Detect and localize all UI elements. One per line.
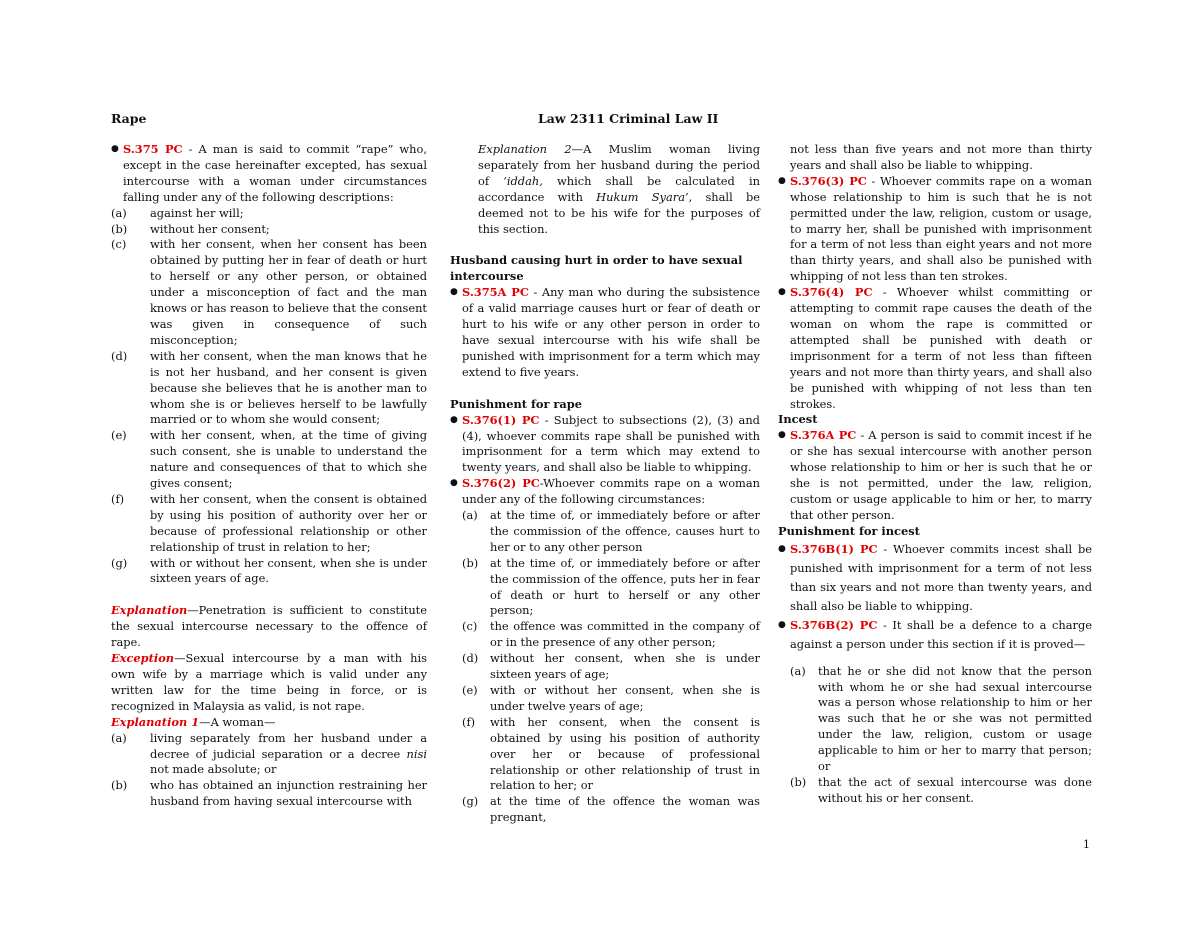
s376b2-ref: S.376B(2) PC [790,617,878,632]
s376a-paragraph: ● S.376A PC - A person is said to commit incest if he or she has sexual intercourse with another person whose relationship to him or her is such that he or she is not permitted, under the law, religion, custom or usage applicable to him or her, to marry that other person. [778,428,1092,523]
s3761-paragraph: ● S.376(1) PC - Subject to subsections (2), (3) and (4), whoever commits rape shall be punished with imprisonment for a term which may extend to twenty years, and shall also be liable to whipping. [450,413,760,477]
hurt-heading: Husband causing hurt in order to have sexual intercourse [450,253,743,284]
list-item: (g) at the time of the offence the woman was pregnant, [462,794,760,825]
list-item: (e) with her consent, when, at the time of giving such consent, she is unable to understand the nature and consequences of that to which she gives consent; [111,428,427,491]
continuation-text: not less than five years and not more than thirty years and shall also be liable to whipping. [790,142,1092,172]
s3761-ref: S.376(1) PC [462,412,540,427]
list-item: (a) against her will; [111,205,244,220]
s375-text: - A man is said to commit “rape” who, except in the case hereinafter excepted, has sexual intercourse with a woman under circumstances falling under any of the following descriptions: [123,142,428,204]
explanation-label: Explanation [111,603,188,618]
s376b2-paragraph: ● S.376B(2) PC - It shall be a defence to a charge against a person under this section if it is proved— [778,616,1092,654]
column-1 [111,142,427,810]
list-item: (d) without her consent, when she is under sixteen years of age; [462,651,760,682]
list-item: (f) with her consent, when the consent is obtained by using his position of authority over her or because of professional relationship or other relationship of trust in relation to her; or [462,714,760,793]
list-item: (c) the offence was committed in the company of or in the presence of any other person; [462,619,760,650]
s375-ref: S.375 PC [123,142,183,156]
s375-list [111,206,427,588]
list-item: (c) with her consent, when her consent has been obtained by putting her in fear of death or hurt to herself or any other person, or obtained under a misconception of fact and the man knows or has reason to believe that the consent was given in consequence of such misconception; [111,237,427,347]
s3762-ref: S.376(2) PC [462,476,540,491]
s376b1-ref: S.376B(1) PC [790,541,878,556]
explanation-1-paragraph: Explanation 1—A woman— [111,714,276,729]
s375a-ref: S.375A PC [462,285,529,300]
header-course-title: Law 2311 Criminal Law II [538,111,719,126]
explanation-paragraph: Explanation—Penetration is sufficient to constitute the sexual intercourse necessary to the offence of rape. [111,603,427,650]
list-item: (b) that the act of sexual intercourse was done without his or her consent. [790,775,1092,805]
s375a-paragraph: ● S.375A PC - Any man who during the subsistence of a valid marriage causes hurt or fear of death or hurt to his wife or any other person in order to have sexual intercourse with his wife shall be punished with imprisonment for a term which may extend to five years. [450,285,760,380]
punishment-rape-heading: Punishment for rape [450,396,583,411]
s3764-ref: S.376(4) PC [790,285,873,300]
list-item: (a) living separately from her husband under a decree of judicial separation or a decree nisi not made absolute; or [111,730,427,777]
punishment-incest-heading: Punishment for incest [778,523,920,538]
explanation-2-paragraph: Explanation 2—A Muslim woman living separately from her husband during the period of ‘iddah, which shall be calculated in accordance with Hukum Syara’, shall be deemed not to be his wife for the purposes of this section. [478,142,760,236]
s3763-paragraph: ● S.376(3) PC - Whoever commits rape on a woman whose relationship to him is such that he is not permitted under the law, religion, custom or usage, to marry her, shall be punished with imprisonment for a term of not less than eight years and not more than thirty years, and shall also be punished with whipping of not less than ten strokes. [778,174,1092,285]
list-item: (a) that he or she did not know that the person with whom he or she had sexual intercourse was a person whose relationship to him or her was such that he or she was not permitted under the law, religion, custom or usage applicable to him or her to marry that person; or [790,663,1092,774]
exception-paragraph: Exception—Sexual intercourse by a man with his own wife by a marriage which is valid under any written law for the time being in force, or is recognized in Malaysia as valid, is not rape. [111,651,427,713]
list-item: (g) with or without her consent, when she is under sixteen years of age. [111,555,427,586]
column-3 [778,142,1092,807]
header-topic: Rape [111,111,147,126]
exception-label: Exception [111,651,175,666]
page-number: 1 [1083,838,1090,851]
s3763-ref: S.376(3) PC [790,173,867,188]
explanation-1-label: Explanation 1 [111,714,200,729]
s376b2-list [778,664,1092,807]
list-item: (d) with her consent, when the man knows that he is not her husband, and her consent is given because she believes that he is another man to whom she is or believes herself to be lawfully married or to whom she would consent; [111,348,427,427]
list-item: (a) at the time of, or immediately before or after the commission of the offence, causes hurt to her or to any other person [462,508,760,554]
s3762-list [450,508,760,826]
list-item: (b) without her consent; [111,221,270,236]
s3762-paragraph: ● S.376(2) PC-Whoever commits rape on a woman under any of the following circumstances: [450,476,760,508]
list-item: (f) with her consent, when the consent is obtained by using his position of authority over her or because of professional relationship or other relationship of trust in relation to her; [111,491,427,554]
explanation-2-label: Explanation 2 [478,142,572,156]
list-item: (e) with or without her consent, when she is under twelve years of age; [462,683,760,713]
s376a-ref: S.376A PC [790,428,857,443]
list-item: (b) at the time of, or immediately before or after the commission of the offence, puts her in fear of death or hurt to herself or any other person; [462,555,760,618]
column-2 [450,142,760,826]
s375-paragraph [111,142,427,206]
s3764-paragraph: ● S.376(4) PC - Whoever whilst committing or attempting to commit rape causes the death of the woman on whom the rape is committed or attempted shall be punished with death or imprisonment for a term of not less than fifteen years and not more than thirty years, and shall also be punished with whipping of not less than ten strokes. [778,285,1092,412]
incest-heading: Incest [778,412,818,427]
list-item: (b) who has obtained an injunction restraining her husband from having sexual intercourse with [111,778,427,809]
s376b1-paragraph: ● S.376B(1) PC - Whoever commits incest shall be punished with imprisonment for a term of not less than six years and not more than twenty years, and shall also be liable to whipping. [778,540,1092,616]
